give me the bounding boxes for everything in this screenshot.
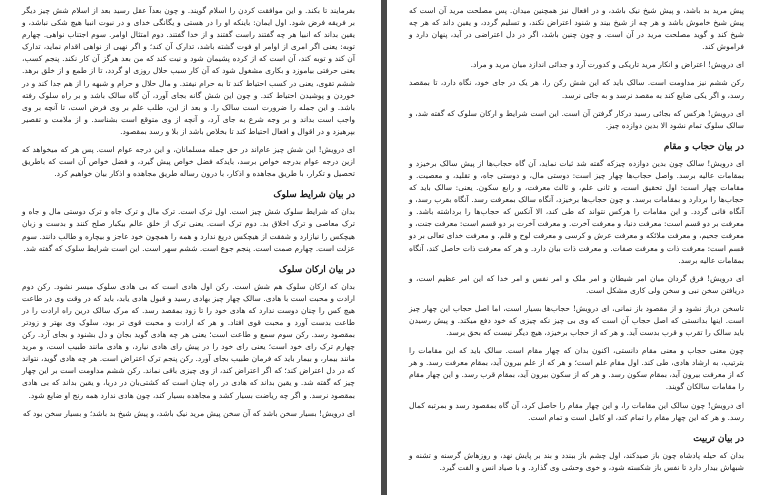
left-paragraph-1: بفرمایند تا بکند. و این موافقت کردن را اسلام گویند. و چون بعدآ عقل رسید بعد از اسلام شش چیز دیگر بر فریقه فرض شود. اول ایمان: باینکه او را در هستی و یگانگی خدای و در نبوت انبیا هیچ شکی نباشد، و یقین بداند که انبیا هر چه گفتند راست گفتند و از خدا گفتند. دوم امتثال اوامر. سوم اجتناب نواهی. چهارم توبه: یعنی اگر امری از اوامر او فوت گشته باشد، تدارک آن کند؛ و اگر نهیی از نواهی اقدام نماید، تدارک آن کند و توبه کند، آن است که از کرده پشیمان شود و نیت کند که من بعد هرگز آن کار نکند. پنجم کسب، یعنی حرفتی بیاموزد و بکاری مشغول شود که آن کار سبب حلال روزی او گردد، تا از طمع و از خلق برهد. ششم تقوی، یعنی در کسب احتیاط کند تا به حرام نیفتد. و مال حلال و حرام و شبهه را از هم جدا کند و در خوردن و پوشیدن احتیاط کند. و چون این شش گانه بجای آورد، آن گاه سالک باشد و بر راه سلوک رفته باشد. و این جمله را ضرورت است سالک را. و بعد از این، طلب علم بر وی فرض است، تا آنچه بر وی واجب است بداند و بر وجه شرع به جای آرد، و آنچه از وی متوقع است بشناسد. و از ملامت و تقصیر بپرهیزد و در اقوال و افعال احتیاط کند تا بخلاص باشد از بلا و رسد بمقصود. xyxy=(22,6,355,136)
right-paragraph-7: تاسخن درباز نشود و از مقصود باز نمانی، ای درویش! حجاب‌ها بسیار است، اما اصل حجاب این چهار چیز است. اینها بدانستی که اصل حجاب آن است که وی بی چیز نکه چیزی که خود دفع میکند. و پیش رسیدن باید سالک را تقرب و قرب بدست آید. و هر که از حجاب برخیزد، هیچ دیگر نیست که بحق برسد. xyxy=(409,303,744,338)
right-paragraph-5: ای درویش! سالک چون بدین دوازده چیزکه گفته شد ثبات نماید، آن گاه حجاب‌ها از پیش سالک برخیزد و بمقامات عالیه برسد. واصل حجاب‌ها چهار چیز است: دوستی مال، و دوستی جاه، و تقلید، و معصیت. و مقامات چهار است: اول تحقیق است، و ثانی علم، و ثالث معرفت، و رابع سکون. یعنی: سالک باید که حجاب‌ها را بردارد و بمقامات برسد. و چون حجاب‌ها برخیزد، آنگاه سالک بمعرفت رسد. آنگاه بقرب رسد، و آنگاه فانی گردد. و این مقامات را هرکس نتواند که طی کند، الا آنکس که حجاب‌ها را برداشته باشد. و معرفت بر دو قسم است: معرفت دنیا، و معرفت آخرت. و معرفت آخرت بر دو قسم است: معرفت جنت، و معرفت جحیم، و معرفت ملائکه و معرفت عرش و کرسی و معرفت لوح و قلم. و معرفت خدای تعالی بر دو قسم است: معرفت ذات و معرفت صفات. و معرفت ذات بیان دارد. و هر که معرفت ذات حاصل کند، آنگاه بمقامات عالیه برسد. xyxy=(409,158,744,265)
heading-training: در بیان تربیت xyxy=(693,433,744,444)
left-paragraph-3: بدان که شرایط سلوک شش چیز است. اول ترک است. ترک مال و ترک جاه و ترک دوستی مال و جاه و ترک معاصی و ترک اخلاق بد. دوم ترک است. یعنی ترک از خلق عالم بیکبار صلح کنند و بدست و زبان هیچکس را نیازارد و شفقت از هیچکس دریغ ندارد و همه را همچون خود عاجز و بیچاره و طالب دانند. سوم عزلت است. چهارم صمت است. پنجم جوع است. ششم سهر است. این است شرایط سلوک که گفته شد. xyxy=(22,207,355,253)
left-page xyxy=(0,0,381,495)
right-page xyxy=(387,0,768,495)
heading-conditions-of-wayfaring: در بیان شرایط سلوک xyxy=(273,190,355,201)
heading-pillars-of-wayfaring: در بیان ارکان سلوک xyxy=(278,264,355,275)
right-paragraph-9: ای درویش! چون سالک این مقامات را، و این چهار مقام را حاصل کرد، آن گاه بمقصود رسد و بمرتبه کمال رسد. و هر که این چهار مقام را تمام کند، او کامل است و تمام است. xyxy=(409,400,744,422)
left-paragraph-5: ای درویش! بسیار سخن باشد که آن سخن پیش مرید نیک باشد، و پیش شیخ بد باشد؛ و بسیار سخن بود که xyxy=(22,408,355,418)
right-paragraph-8: چون معنی حجاب و معنی مقام دانستی، اکنون بدان که چهار مقام است. سالک باید که این مقامات را بترتیب، به ارشاد هادی، طی کند. اول مقام علم است؛ و هر که از علم بیرون آید، بمقام معرفت رسد. و هر که از معرفت بیرون آید، بمقام سکون رسد. و هر که از سکون بیرون آید، بمقام قرب رسد. و این چهار مقام را مقامات سالکان گویند. xyxy=(409,346,744,392)
right-paragraph-4: ای درویش! هرکس که بجائی رسید درکار گرفتن آن است. این است شرایط و ارکان سلوک که گفته شد، و سالک سلوک تمام نشود الا بدین دوازده چیز. xyxy=(409,108,744,130)
right-paragraph-6: ای درویش! فرق گردان میان امر شیطان و امر ملک و امر نفس و امر خدا که این امر عظیم است، و دریافتن سخن نبی و سخن ولی کاری مشکل است. xyxy=(409,273,744,295)
right-paragraph-3: رکن ششم نیز مداومت است. سالک باید که این شش رکن را، هر یک در جای خود، نگاه دارد، تا بمقصد رسد، و اگر یکی ضایع کند به مقصد نرسد و به جائی نرسد. xyxy=(409,78,744,100)
left-paragraph-4: بدان که ارکان سلوک هم شش است. رکن اول هادی است که بی هادی سلوک میسر نشود. رکن دوم ارادت و محبت است با هادی. سالک چهار چیز بهادی رسید و قبول هادی یابد، باید که در وقت وی در طاعت هیچ کس را چنان دوست ندارد که هادی خود را تا زود بمقصد رسد. که مرک سالک درین راه ارادت را در طاعت بدست آورد و محبت قوی افتاد. و هر که ارادت و محبت قوی تر بود، سلوک وی بهتر و زودتر بمقصود رسد. رکن سوم سمع و طاعت است؛ یعنی هر چه هادی گوید بجان و دل بشنود و بجای آرد. رکن چهارم ترک رای خود است؛ یعنی رای خود را در پیش رای هادی نیارد، و هادی مانند طبیب است، و مرید مانند بیمار، و بیمار باید که فرمان طبیب بجای آورد. رکن پنجم ترک اعتراض است. هر چه هادی گوید، نتواند که در دل اعتراض کند؛ که اگر اعتراض کند، از وی چیزی باقی نماند. رکن ششم مداومت است بر این چهار چیز که گفته شد. و یقین بداند که هادی در راه چنان است که کشتی‌بان در دریا، و یقین بداند که بی هادی بمقصود نرسد. و اگر چه ریاضت بسیار کشد و مجاهده بسیار کند، چون هادی ندارد همه رنج او ضایع شود. xyxy=(22,281,355,400)
right-paragraph-10: بدان که حیله پادشاه چون باز صیدکند، اول چشم باز ببندد و بند بر پایش نهد، و روزهاش گرسنه و تشنه و شبهاش بیدار دارد تا نفس باز شکسته شود، و خوی وحشی وی گذارد. و با صیاد انس و الفت گیرد. xyxy=(409,450,744,472)
left-paragraph-2: ای درویش! این شش چیز عام‌اند در حق جمله مسلمانان، و این درجه عوام است. پس هر که میخواهد که ازین درجه عوام بدرجه خواص برسد، بایدکه فضل خواص پیش گیرد، و فضل خواص آن است که باطریق تحصیل و تکرار، با طریق مجاهده و اذکار، با درون رساله طریق مجاهده و اذکار بیان خواهیم کرد. xyxy=(22,145,355,179)
right-paragraph-1: پیش مرید بد باشد، و پیش شیخ نیک باشد، و در افعال نیز همچنین میدان. پس مصلحت مرید آن است که پیش شیخ خاموش باشد و هر چه از شیخ بیند و شنود اعتراض نکند، و تسلیم گردد، و یقین داند که هر چه شیخ کند و گوید مصلحت مرید در آن است. و چون چنین باشد، اگر در دل اعتراضی در آید، پنهان دارد و فراموش کند. xyxy=(409,6,744,52)
right-paragraph-2: ای درویش! اعتراض و انکار مرید تاریکی و کدورت آرد و جدائی اندازد میان مرید و مراد. xyxy=(470,60,744,70)
heading-veil-and-station: در بیان حجاب و مقام xyxy=(663,141,744,152)
